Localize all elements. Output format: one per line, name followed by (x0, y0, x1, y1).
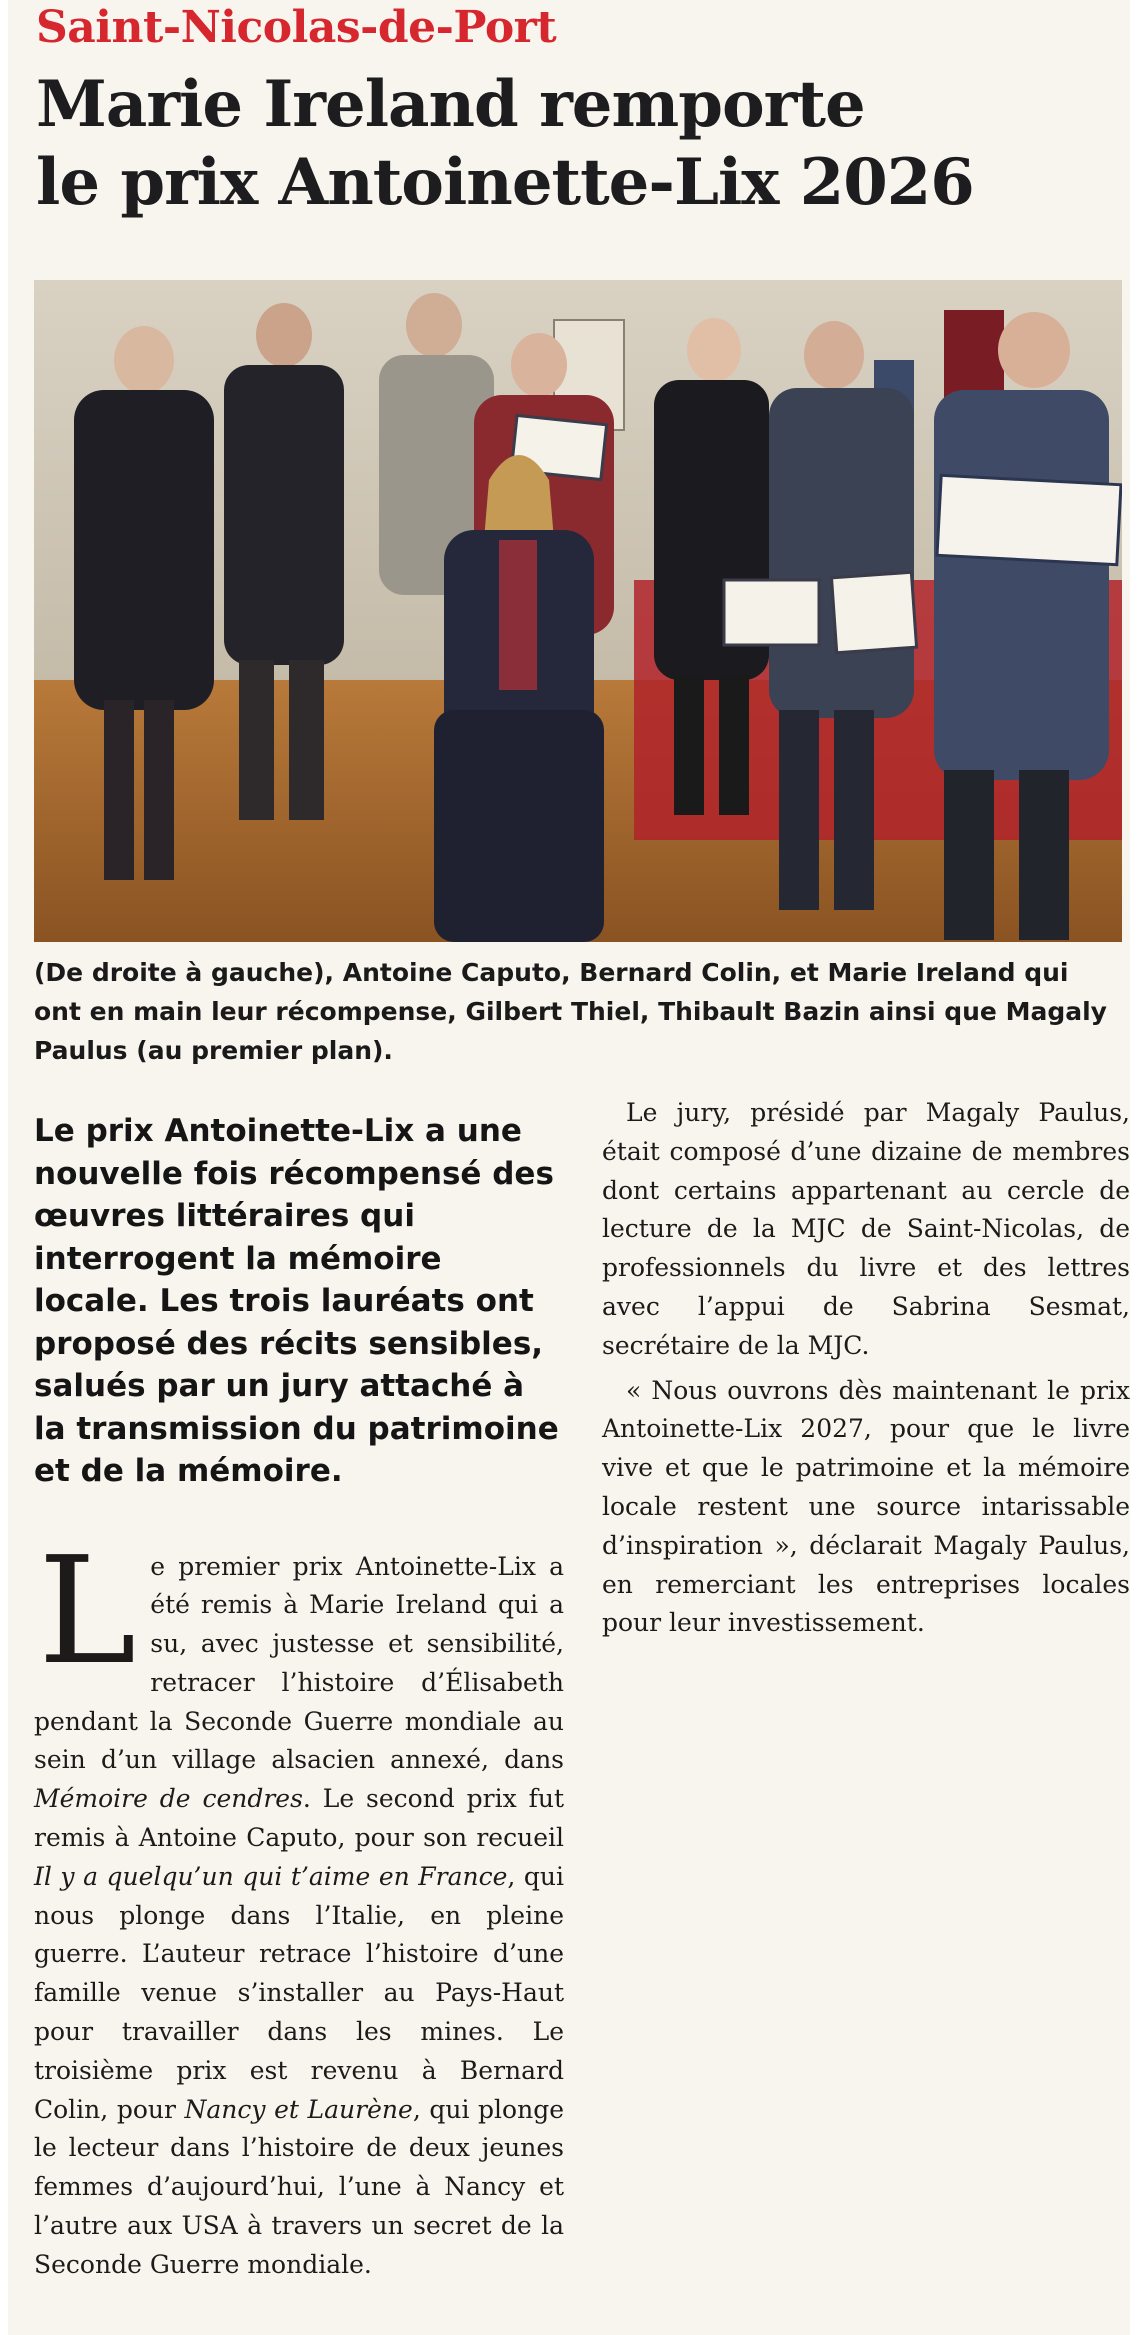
book-title: Nancy et Laurène (184, 2094, 413, 2124)
body-paragraph-1: Le premier prix Antoinette-Lix a été remis à Marie Ireland qui a su, avec justesse et sensibilité, retracer l’histoire d’Élisabeth pendant la Seconde Guerre mondiale au sein d’un village alsacien annexé, dans Mémoire de cendres. Le second prix fut remis à Antoine Caputo, pour son recueil Il y a quelqu’un qui t’aime en France, qui nous plonge dans l’Italie, en pleine guerre. L’auteur retrace l’histoire d’une famille venue s’installer au Pays-Haut pour travailler dans les mines. Le troisième prix est revenu à Bernard Colin, pour Nancy et Laurène, qui plonge le lecteur dans l’histoire de deux jeunes femmes d’aujourd’hui, l’une à Nancy et l’autre aux USA à travers un secret de la Seconde Guerre mondiale. (34, 1524, 564, 2279)
headline-line-2: le prix Antoinette-Lix 2026 (36, 145, 974, 220)
body-paragraph-2: Le jury, présidé par Magaly Paulus, était composé d’une dizaine de membres dont certains appartenant au cercle de lecture de la MJC de Saint-Nicolas, de professionnels du livre et des lettres avec l’appui de Sabrina Sesmat, secrétaire de la MJC. (602, 1098, 1130, 1360)
drop-cap: L (38, 1524, 137, 1697)
book-title: Il y a quelqu’un qui t’aime en France (34, 1861, 508, 1891)
article-lead: Le prix Antoinette-Lix a une nouvelle fois récompensé des œuvres littéraires qui interrogent la mémoire locale. Les trois lauréats ont proposé des récits sensibles, salués par un jury attaché à la transmission du patrimoine et de la mémoire. (34, 1113, 559, 1489)
book-title: Mémoire de cendres (34, 1784, 303, 1814)
headline (36, 66, 1126, 222)
left-column (34, 1110, 564, 2285)
section-kicker: Saint-Nicolas-de-Port (36, 2, 557, 53)
headline-line-1: Marie Ireland remporte (36, 67, 865, 142)
award-ceremony-photo (34, 280, 1122, 942)
photo-caption: (De droite à gauche), Antoine Caputo, Bernard Colin, et Marie Ireland qui ont en main leur récompense, Gilbert Thiel, Thibault Bazin ainsi que Magaly Paulus (au premier plan). (34, 958, 1107, 1065)
newspaper-clipping (8, 0, 1130, 2335)
body-paragraph-3: « Nous ouvrons dès maintenant le prix Antoinette-Lix 2027, pour que le livre vive et que le patrimoine et la mémoire locale restent une source intarissable d’inspiration », déclarait Magaly Paulus, en remerciant les entreprises locales pour leur investissement. (602, 1375, 1130, 1638)
photo-illustration (34, 280, 1122, 942)
right-column (602, 1094, 1130, 1643)
